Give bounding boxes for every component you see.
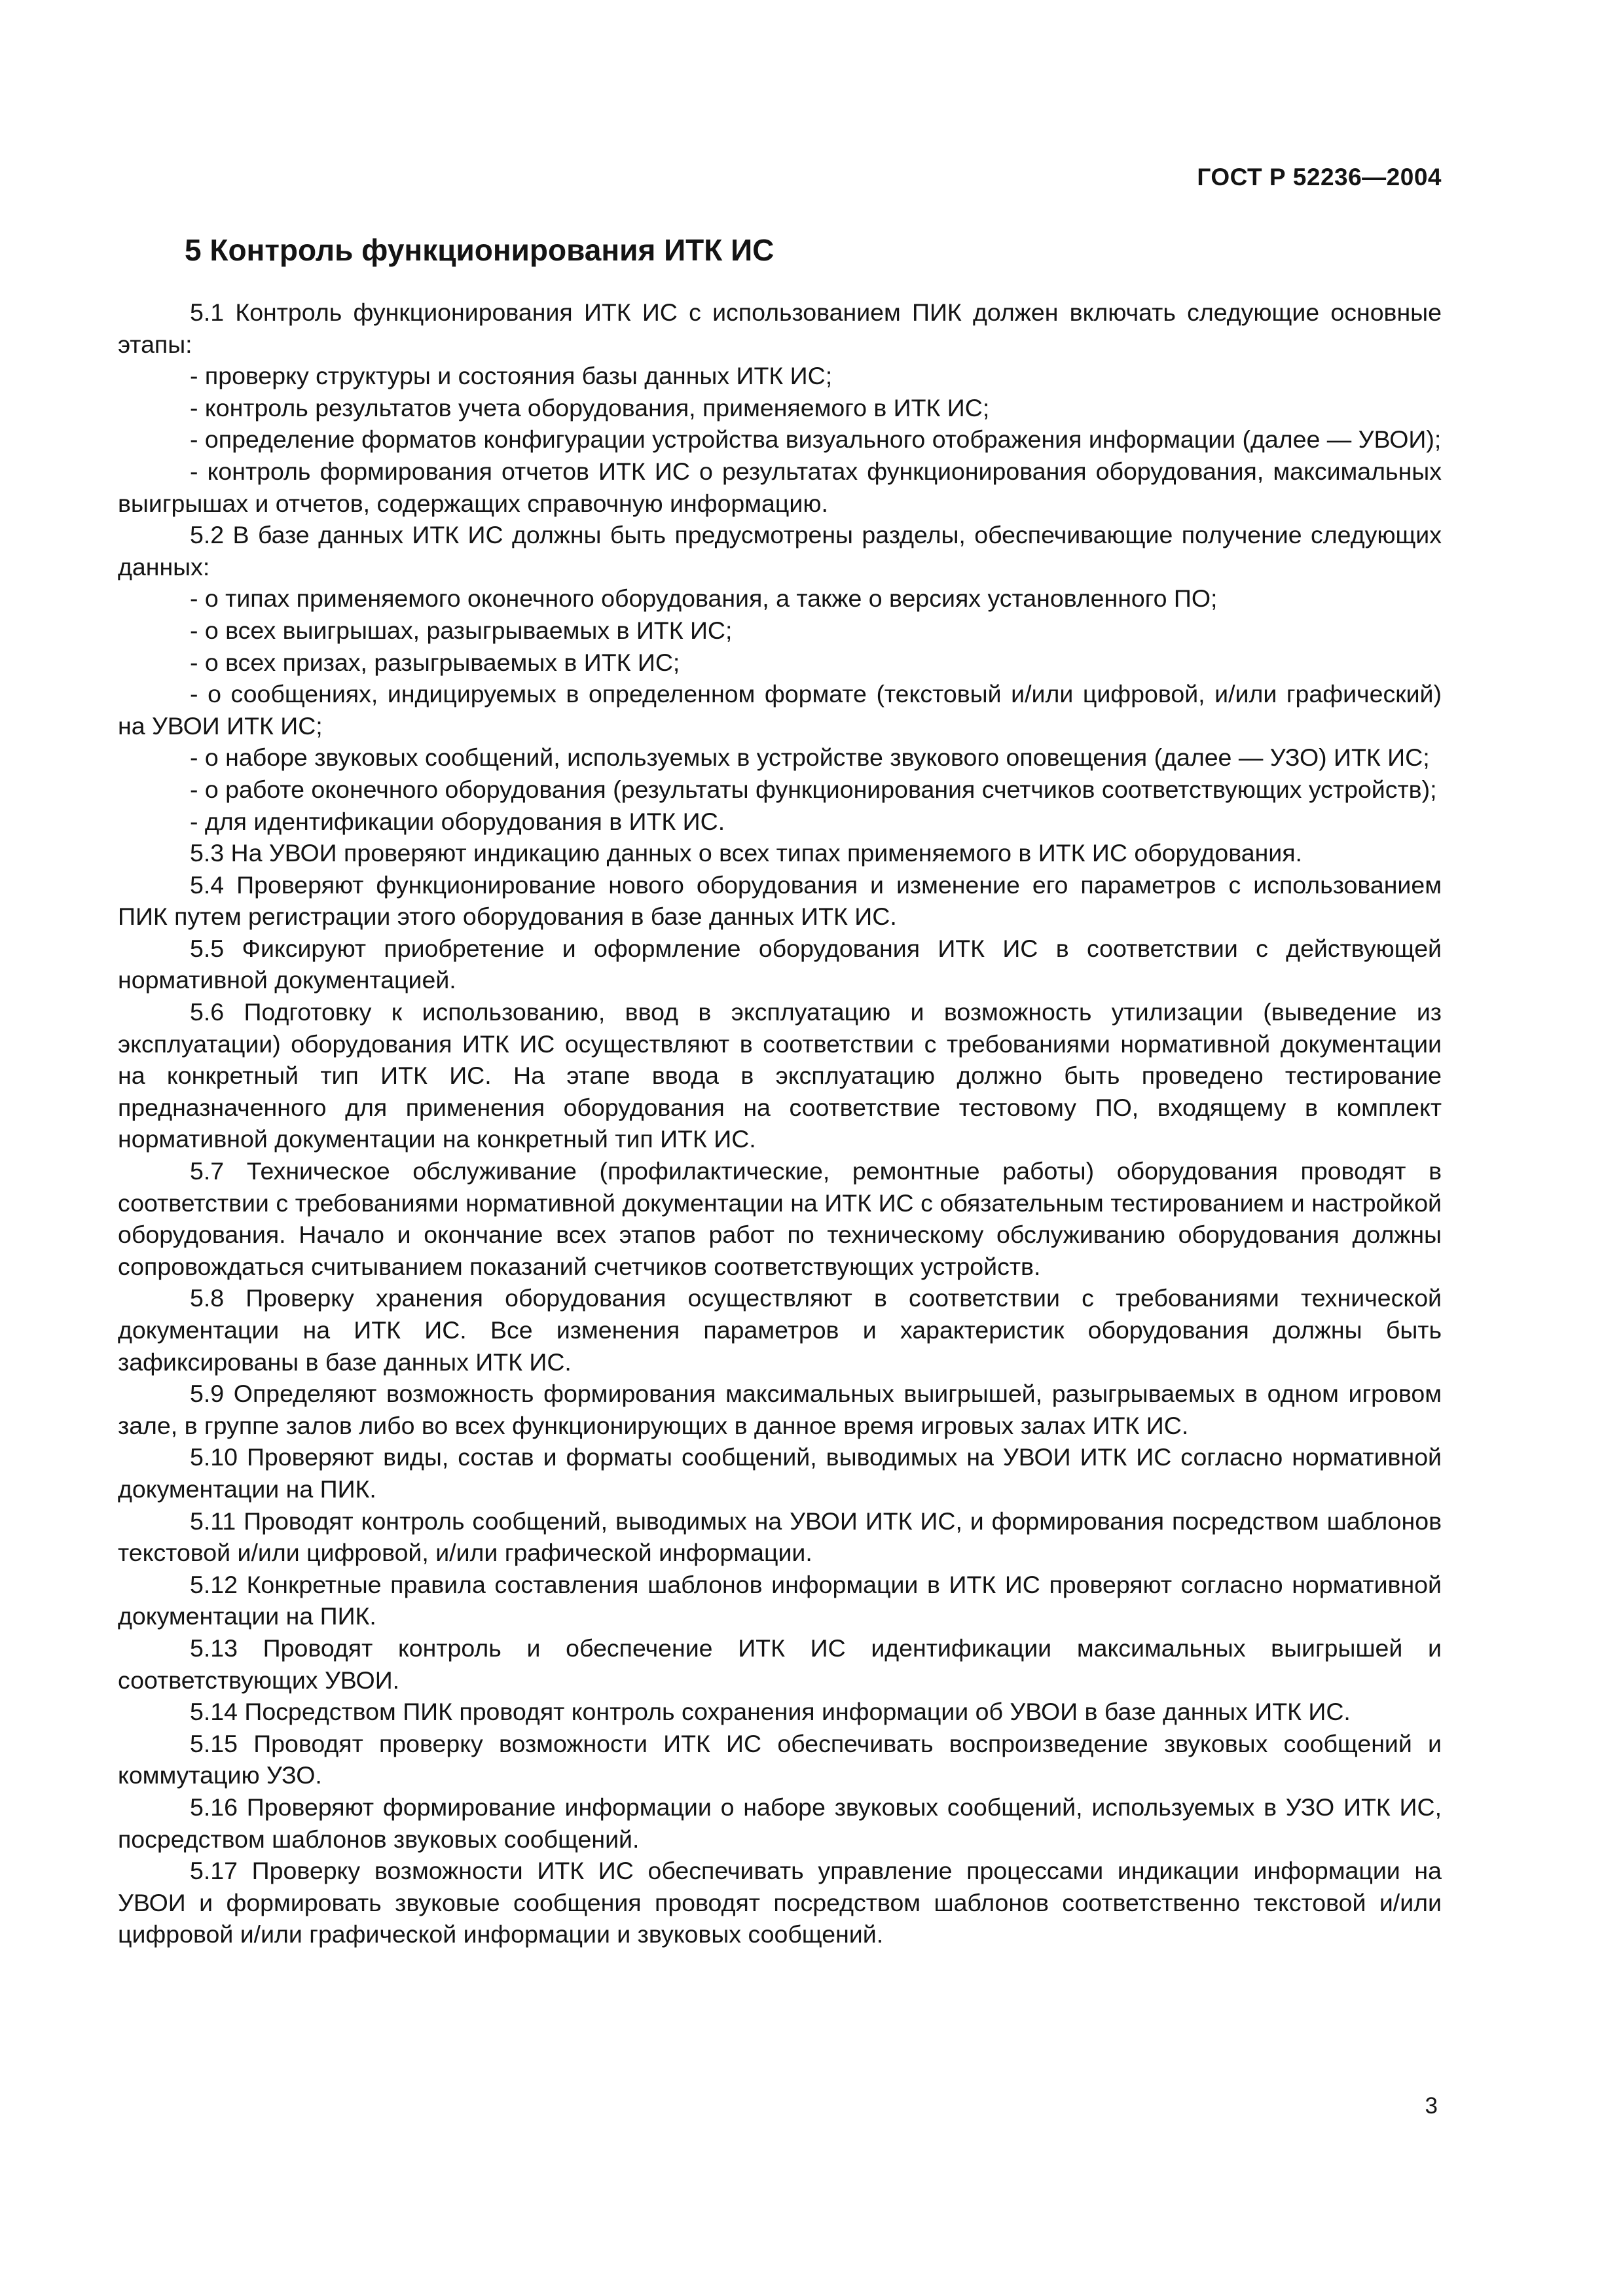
list-item: - о сообщениях, индицируемых в определенном формате (текстовый и/или цифровой, и/или графический) на УВОИ ИТК ИС;	[118, 680, 1442, 740]
list-item: - о всех выигрышах, разыгрываемых в ИТК ИС;	[190, 616, 733, 644]
paragraph: 5.8 Проверку хранения оборудования осуществляют в соответствии с требованиями технической документации на ИТК ИС. Все изменения параметров и характеристик оборудования должны быть зафиксированы в базе данных ИТК ИС.	[118, 1284, 1442, 1376]
document-code-header: ГОСТ Р 52236—2004	[1197, 164, 1442, 190]
paragraph: 5.6 Подготовку к использованию, ввод в эксплуатацию и возможность утилизации (выведение из эксплуатации) оборудования ИТК ИС осуществляют в соответствии с требованиями нормативной документации на конкретный тип ИТК ИС. На этапе ввода в эксплуатацию должно быть проведено тестирование предназначенного для применения оборудования на соответствие тестовому ПО, входящему в комплект нормативной документации на конкретный тип ИТК ИС.	[118, 998, 1442, 1153]
page-number: 3	[1425, 2093, 1438, 2119]
paragraph: 5.14 Посредством ПИК проводят контроль сохранения информации об УВОИ в базе данных ИТК ИС.	[190, 1698, 1351, 1726]
paragraph: 5.12 Конкретные правила составления шаблонов информации в ИТК ИС проверяют согласно нормативной документации на ПИК.	[118, 1570, 1442, 1630]
paragraph: 5.10 Проверяют виды, состав и форматы сообщений, выводимых на УВОИ ИТК ИС согласно нормативной документации на ПИК.	[118, 1443, 1442, 1503]
list-item: - о всех призах, разыгрываемых в ИТК ИС;	[190, 648, 680, 676]
paragraph: 5.11 Проводят контроль сообщений, выводимых на УВОИ ИТК ИС, и формирования посредством шаблонов текстовой и/или цифровой, и/или графической информации.	[118, 1507, 1442, 1567]
paragraph: 5.2 В базе данных ИТК ИС должны быть предусмотрены разделы, обеспечивающие получение следующих данных:	[118, 521, 1442, 581]
paragraph: 5.17 Проверку возможности ИТК ИС обеспечивать управление процессами индикации информации на УВОИ и формировать звуковые сообщения проводят посредством шаблонов соответственно текстовой и/или цифровой и/или графической информации и звуковых сообщений.	[118, 1857, 1442, 1948]
list-item: - о работе оконечного оборудования (результаты функционирования счетчиков соответствующих устройств);	[190, 775, 1437, 803]
paragraph: 5.1 Контроль функционирования ИТК ИС с использованием ПИК должен включать следующие основные этапы:	[118, 298, 1442, 358]
paragraph: 5.9 Определяют возможность формирования максимальных выигрышей, разыгрываемых в одном игровом зале, в группе залов либо во всех функционирующих в данное время игровых залах ИТК ИС.	[118, 1380, 1442, 1439]
paragraph: 5.15 Проводят проверку возможности ИТК ИС обеспечивать воспроизведение звуковых сообщений и коммутацию УЗО.	[118, 1729, 1442, 1789]
paragraph: 5.3 На УВОИ проверяют индикацию данных о всех типах применяемого в ИТК ИС оборудования.	[190, 839, 1302, 867]
document-body	[118, 296, 1442, 1950]
list-item: - контроль формирования отчетов ИТК ИС о результатах функционирования оборудования, максимальных выигрышах и отчетов, содержащих справочную информацию.	[118, 457, 1442, 517]
list-item: - о наборе звуковых сообщений, используемых в устройстве звукового оповещения (далее — УЗО) ИТК ИС;	[190, 744, 1430, 772]
paragraph: 5.4 Проверяют функционирование нового оборудования и изменение его параметров с использованием ПИК путем регистрации этого оборудования в базе данных ИТК ИС.	[118, 870, 1442, 931]
list-item: - контроль результатов учета оборудования, применяемого в ИТК ИС;	[190, 393, 990, 422]
list-item: - определение форматов конфигурации устройства визуального отображения информации (далее — УВОИ);	[190, 425, 1442, 454]
list-item: - проверку структуры и состояния базы данных ИТК ИС;	[190, 362, 833, 390]
paragraph: 5.5 Фиксируют приобретение и оформление оборудования ИТК ИС в соответствии с действующей нормативной документацией.	[118, 934, 1442, 994]
section-title: 5 Контроль функционирования ИТК ИС	[185, 233, 775, 267]
paragraph: 5.16 Проверяют формирование информации о наборе звуковых сообщений, используемых в УЗО ИТК ИС, посредством шаблонов звуковых сообщений.	[118, 1793, 1442, 1853]
list-item: - для идентификации оборудования в ИТК ИС.	[190, 807, 725, 835]
paragraph: 5.7 Техническое обслуживание (профилактические, ремонтные работы) оборудования проводят в соответствии с требованиями нормативной документации на ИТК ИС с обязательным тестированием и настройкой оборудования. Начало и окончание всех этапов работ по техническому обслуживанию оборудования должны сопровождаться считыванием показаний счетчиков соответствующих устройств.	[118, 1157, 1442, 1280]
list-item: - о типах применяемого оконечного оборудования, а также о версиях установленного ПО;	[190, 584, 1218, 613]
paragraph: 5.13 Проводят контроль и обеспечение ИТК ИС идентификации максимальных выигрышей и соответствующих УВОИ.	[118, 1634, 1442, 1694]
